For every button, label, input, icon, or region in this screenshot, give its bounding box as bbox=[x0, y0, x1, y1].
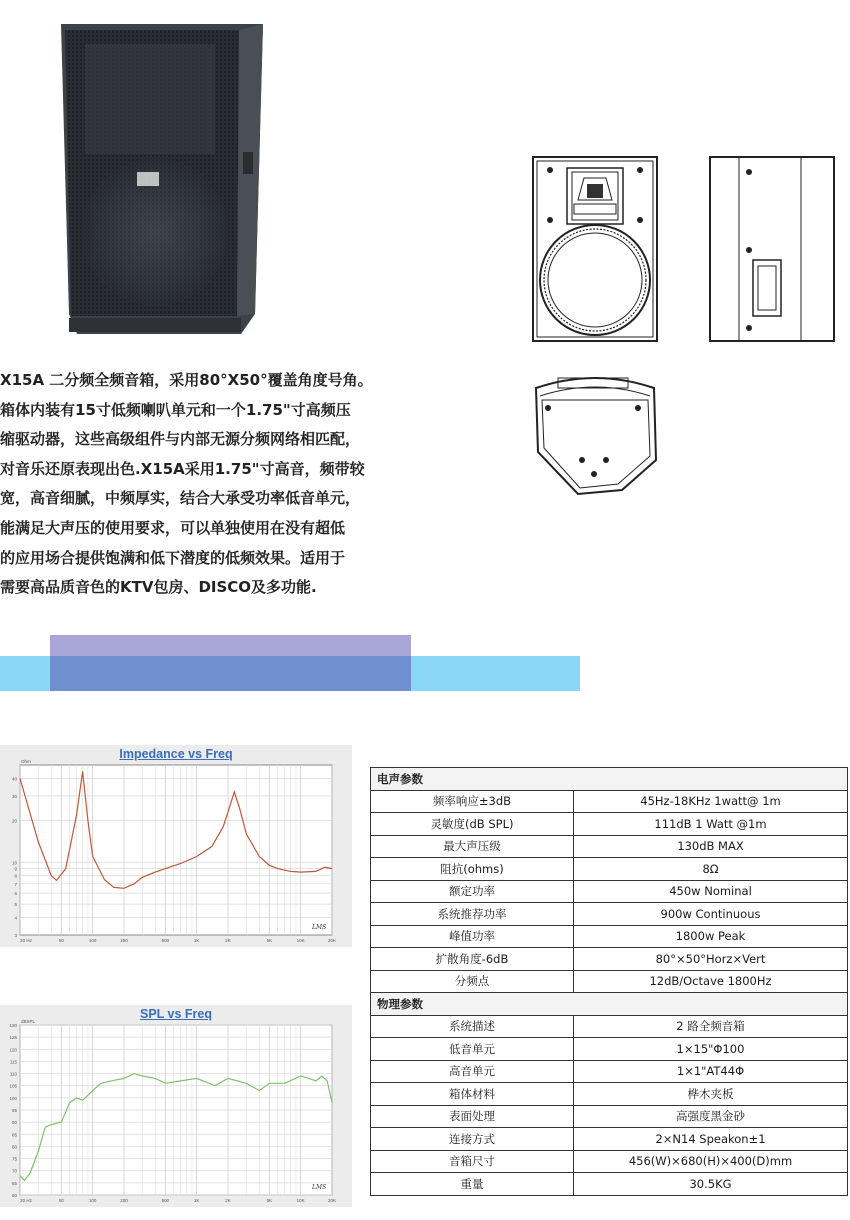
y-tick-label: 80 bbox=[11, 1144, 17, 1150]
y-tick-label: 65 bbox=[11, 1180, 17, 1186]
spec-row bbox=[371, 835, 848, 858]
spec-section-title: 电声参数 bbox=[371, 768, 848, 791]
y-tick-label: 8 bbox=[14, 873, 17, 879]
description-line: 能满足大声压的使用要求，可以单独使用在没有超低 bbox=[0, 518, 346, 537]
impedance-chart bbox=[0, 745, 352, 947]
spec-label: 分频点 bbox=[371, 970, 574, 993]
y-tick-label: 5 bbox=[14, 902, 17, 908]
spec-row bbox=[371, 1015, 848, 1038]
y-tick-label: 60 bbox=[11, 1193, 17, 1198]
spec-row bbox=[371, 1128, 848, 1151]
spec-value: 30.5KG bbox=[574, 1173, 848, 1196]
spec-value: 2×N14 Speakon±1 bbox=[574, 1128, 848, 1151]
y-unit-label: dBSPL bbox=[21, 1019, 36, 1024]
lms-logo: LMS bbox=[312, 1184, 327, 1191]
x-tick-label: 50 bbox=[58, 1198, 64, 1203]
y-tick-label: 125 bbox=[9, 1035, 17, 1041]
spec-value: 高强度黑金砂 bbox=[574, 1105, 848, 1128]
description-line: 宽，高音细腻，中频厚实，结合大承受功率低音单元， bbox=[0, 489, 361, 508]
y-tick-label: 4 bbox=[14, 915, 17, 921]
impedance-graph bbox=[0, 745, 352, 947]
description-line: X15A 二分频全频音箱，采用80°X50°覆盖角度号角。 bbox=[0, 371, 373, 389]
spec-label: 最大声压级 bbox=[371, 835, 574, 858]
spec-value: 130dB MAX bbox=[574, 835, 848, 858]
y-tick-label: 75 bbox=[11, 1156, 17, 1162]
spec-label: 音箱尺寸 bbox=[371, 1150, 574, 1173]
spec-value: 80°×50°Horz×Vert bbox=[574, 948, 848, 971]
x-tick-label: 200 bbox=[120, 938, 128, 943]
spec-label: 额定功率 bbox=[371, 880, 574, 903]
x-tick-label: 1K bbox=[193, 938, 200, 943]
x-tick-label: 200 bbox=[120, 1198, 128, 1203]
x-tick-label: 10K bbox=[296, 1198, 305, 1203]
spec-label: 箱体材料 bbox=[371, 1083, 574, 1106]
y-tick-label: 105 bbox=[9, 1083, 17, 1089]
spec-label: 峰值功率 bbox=[371, 925, 574, 948]
x-tick-label: 100 bbox=[88, 938, 97, 943]
spec-value: 8Ω bbox=[574, 858, 848, 881]
y-tick-label: 90 bbox=[11, 1120, 17, 1126]
spec-value: 1×1"AT44Φ bbox=[574, 1060, 848, 1083]
y-tick-label: 110 bbox=[9, 1071, 17, 1077]
spec-section-row bbox=[371, 993, 848, 1016]
impedance-graph-title: Impedance vs Freq bbox=[119, 747, 233, 761]
y-tick-label: 115 bbox=[9, 1059, 17, 1065]
spec-value: 1800w Peak bbox=[574, 925, 848, 948]
x-tick-label: 20 Hz bbox=[20, 1198, 32, 1203]
x-tick-label: 500 bbox=[161, 938, 170, 943]
y-tick-label: 95 bbox=[11, 1108, 17, 1113]
spec-value: 12dB/Octave 1800Hz bbox=[574, 970, 848, 993]
spec-label: 阻抗(ohms) bbox=[371, 858, 574, 881]
description-line: 缩驱动器，这些高级组件与内部无源分频网络相匹配， bbox=[0, 430, 361, 449]
x-tick-label: 500 bbox=[161, 1198, 170, 1203]
spec-row bbox=[371, 970, 848, 993]
y-tick-label: 7 bbox=[14, 881, 17, 887]
y-tick-label: 85 bbox=[11, 1132, 17, 1138]
spec-row bbox=[371, 858, 848, 881]
spec-label: 频率响应±3dB bbox=[371, 790, 574, 813]
spec-row bbox=[371, 813, 848, 836]
spec-label: 高音单元 bbox=[371, 1060, 574, 1083]
plot-area bbox=[20, 765, 332, 935]
spec-row bbox=[371, 948, 848, 971]
front-view-drawing bbox=[532, 156, 658, 342]
x-tick-label: 5K bbox=[266, 1198, 273, 1203]
side-view-drawing bbox=[709, 156, 835, 342]
spec-row bbox=[371, 1060, 848, 1083]
spec-label: 重量 bbox=[371, 1173, 574, 1196]
spec-value: 2 路全频音箱 bbox=[574, 1015, 848, 1038]
y-tick-label: 70 bbox=[11, 1168, 17, 1174]
product-description bbox=[0, 366, 410, 603]
spec-row bbox=[371, 1105, 848, 1128]
spec-row bbox=[371, 880, 848, 903]
x-tick-label: 1K bbox=[193, 1198, 200, 1203]
spec-value: 1×15"Φ100 bbox=[574, 1038, 848, 1061]
spec-label: 表面处理 bbox=[371, 1105, 574, 1128]
x-tick-label: 10K bbox=[296, 938, 305, 943]
lms-logo: LMS bbox=[312, 924, 327, 931]
spec-value: 900w Continuous bbox=[574, 903, 848, 926]
decorative-band-dark bbox=[50, 656, 411, 691]
x-tick-label: 50 bbox=[58, 938, 64, 943]
spl-graph-title: SPL vs Freq bbox=[139, 1007, 213, 1021]
spec-value: 456(W)×680(H)×400(D)mm bbox=[574, 1150, 848, 1173]
spec-label: 连接方式 bbox=[371, 1128, 574, 1151]
y-tick-label: 30 bbox=[11, 793, 17, 799]
y-tick-label: 100 bbox=[9, 1095, 17, 1101]
spec-value: 450w Nominal bbox=[574, 880, 848, 903]
x-tick-label: 2K bbox=[225, 1198, 231, 1203]
spec-section-row bbox=[371, 768, 848, 791]
y-tick-label: 9 bbox=[14, 866, 17, 872]
spec-table bbox=[370, 767, 848, 1196]
spec-label: 扩散角度-6dB bbox=[371, 948, 574, 971]
spec-value: 45Hz-18KHz 1watt@ 1m bbox=[574, 790, 848, 813]
y-unit-label: Ohm bbox=[21, 759, 31, 764]
spec-row bbox=[371, 1150, 848, 1173]
spec-row bbox=[371, 790, 848, 813]
y-tick-label: 40 bbox=[11, 776, 17, 782]
spec-value: 桦木夹板 bbox=[574, 1083, 848, 1106]
spec-row bbox=[371, 1083, 848, 1106]
x-tick-label: 20 Hz bbox=[20, 938, 32, 943]
y-tick-label: 6 bbox=[14, 891, 17, 897]
y-tick-label: 130 bbox=[9, 1023, 17, 1028]
description-line: 对音乐还原表现出色.X15A采用1.75"寸高音，频带较 bbox=[0, 459, 365, 478]
top-view-drawing bbox=[530, 374, 660, 496]
description-line: 的应用场合提供饱满和低下潜度的低频效果。适用于 bbox=[0, 548, 346, 567]
spec-label: 灵敏度(dB SPL) bbox=[371, 813, 574, 836]
spec-label: 系统描述 bbox=[371, 1015, 574, 1038]
spl-chart bbox=[0, 1005, 352, 1207]
spec-label: 系统推荐功率 bbox=[371, 903, 574, 926]
spec-section-title: 物理参数 bbox=[371, 993, 848, 1016]
spec-row bbox=[371, 903, 848, 926]
spec-row bbox=[371, 1173, 848, 1196]
spec-label: 低音单元 bbox=[371, 1038, 574, 1061]
x-tick-label: 20K bbox=[327, 1198, 337, 1203]
description-line: 箱体内装有15寸低频喇叭单元和一个1.75"寸高频压 bbox=[0, 400, 351, 419]
y-tick-label: 120 bbox=[9, 1047, 17, 1053]
x-tick-label: 5K bbox=[266, 938, 273, 943]
spec-row bbox=[371, 1038, 848, 1061]
description-line: 需要高品质音色的KTV包房、DISCO及多功能. bbox=[0, 578, 317, 597]
x-tick-label: 20K bbox=[327, 938, 337, 943]
spl-graph bbox=[0, 1005, 352, 1207]
spec-row bbox=[371, 925, 848, 948]
speaker-photo bbox=[55, 22, 270, 337]
x-tick-label: 2K bbox=[225, 938, 231, 943]
y-tick-label: 20 bbox=[11, 818, 17, 824]
spec-value: 111dB 1 Watt @1m bbox=[574, 813, 848, 836]
y-tick-label: 10 bbox=[11, 860, 17, 866]
x-tick-label: 100 bbox=[88, 1198, 97, 1203]
y-tick-label: 3 bbox=[14, 933, 17, 938]
